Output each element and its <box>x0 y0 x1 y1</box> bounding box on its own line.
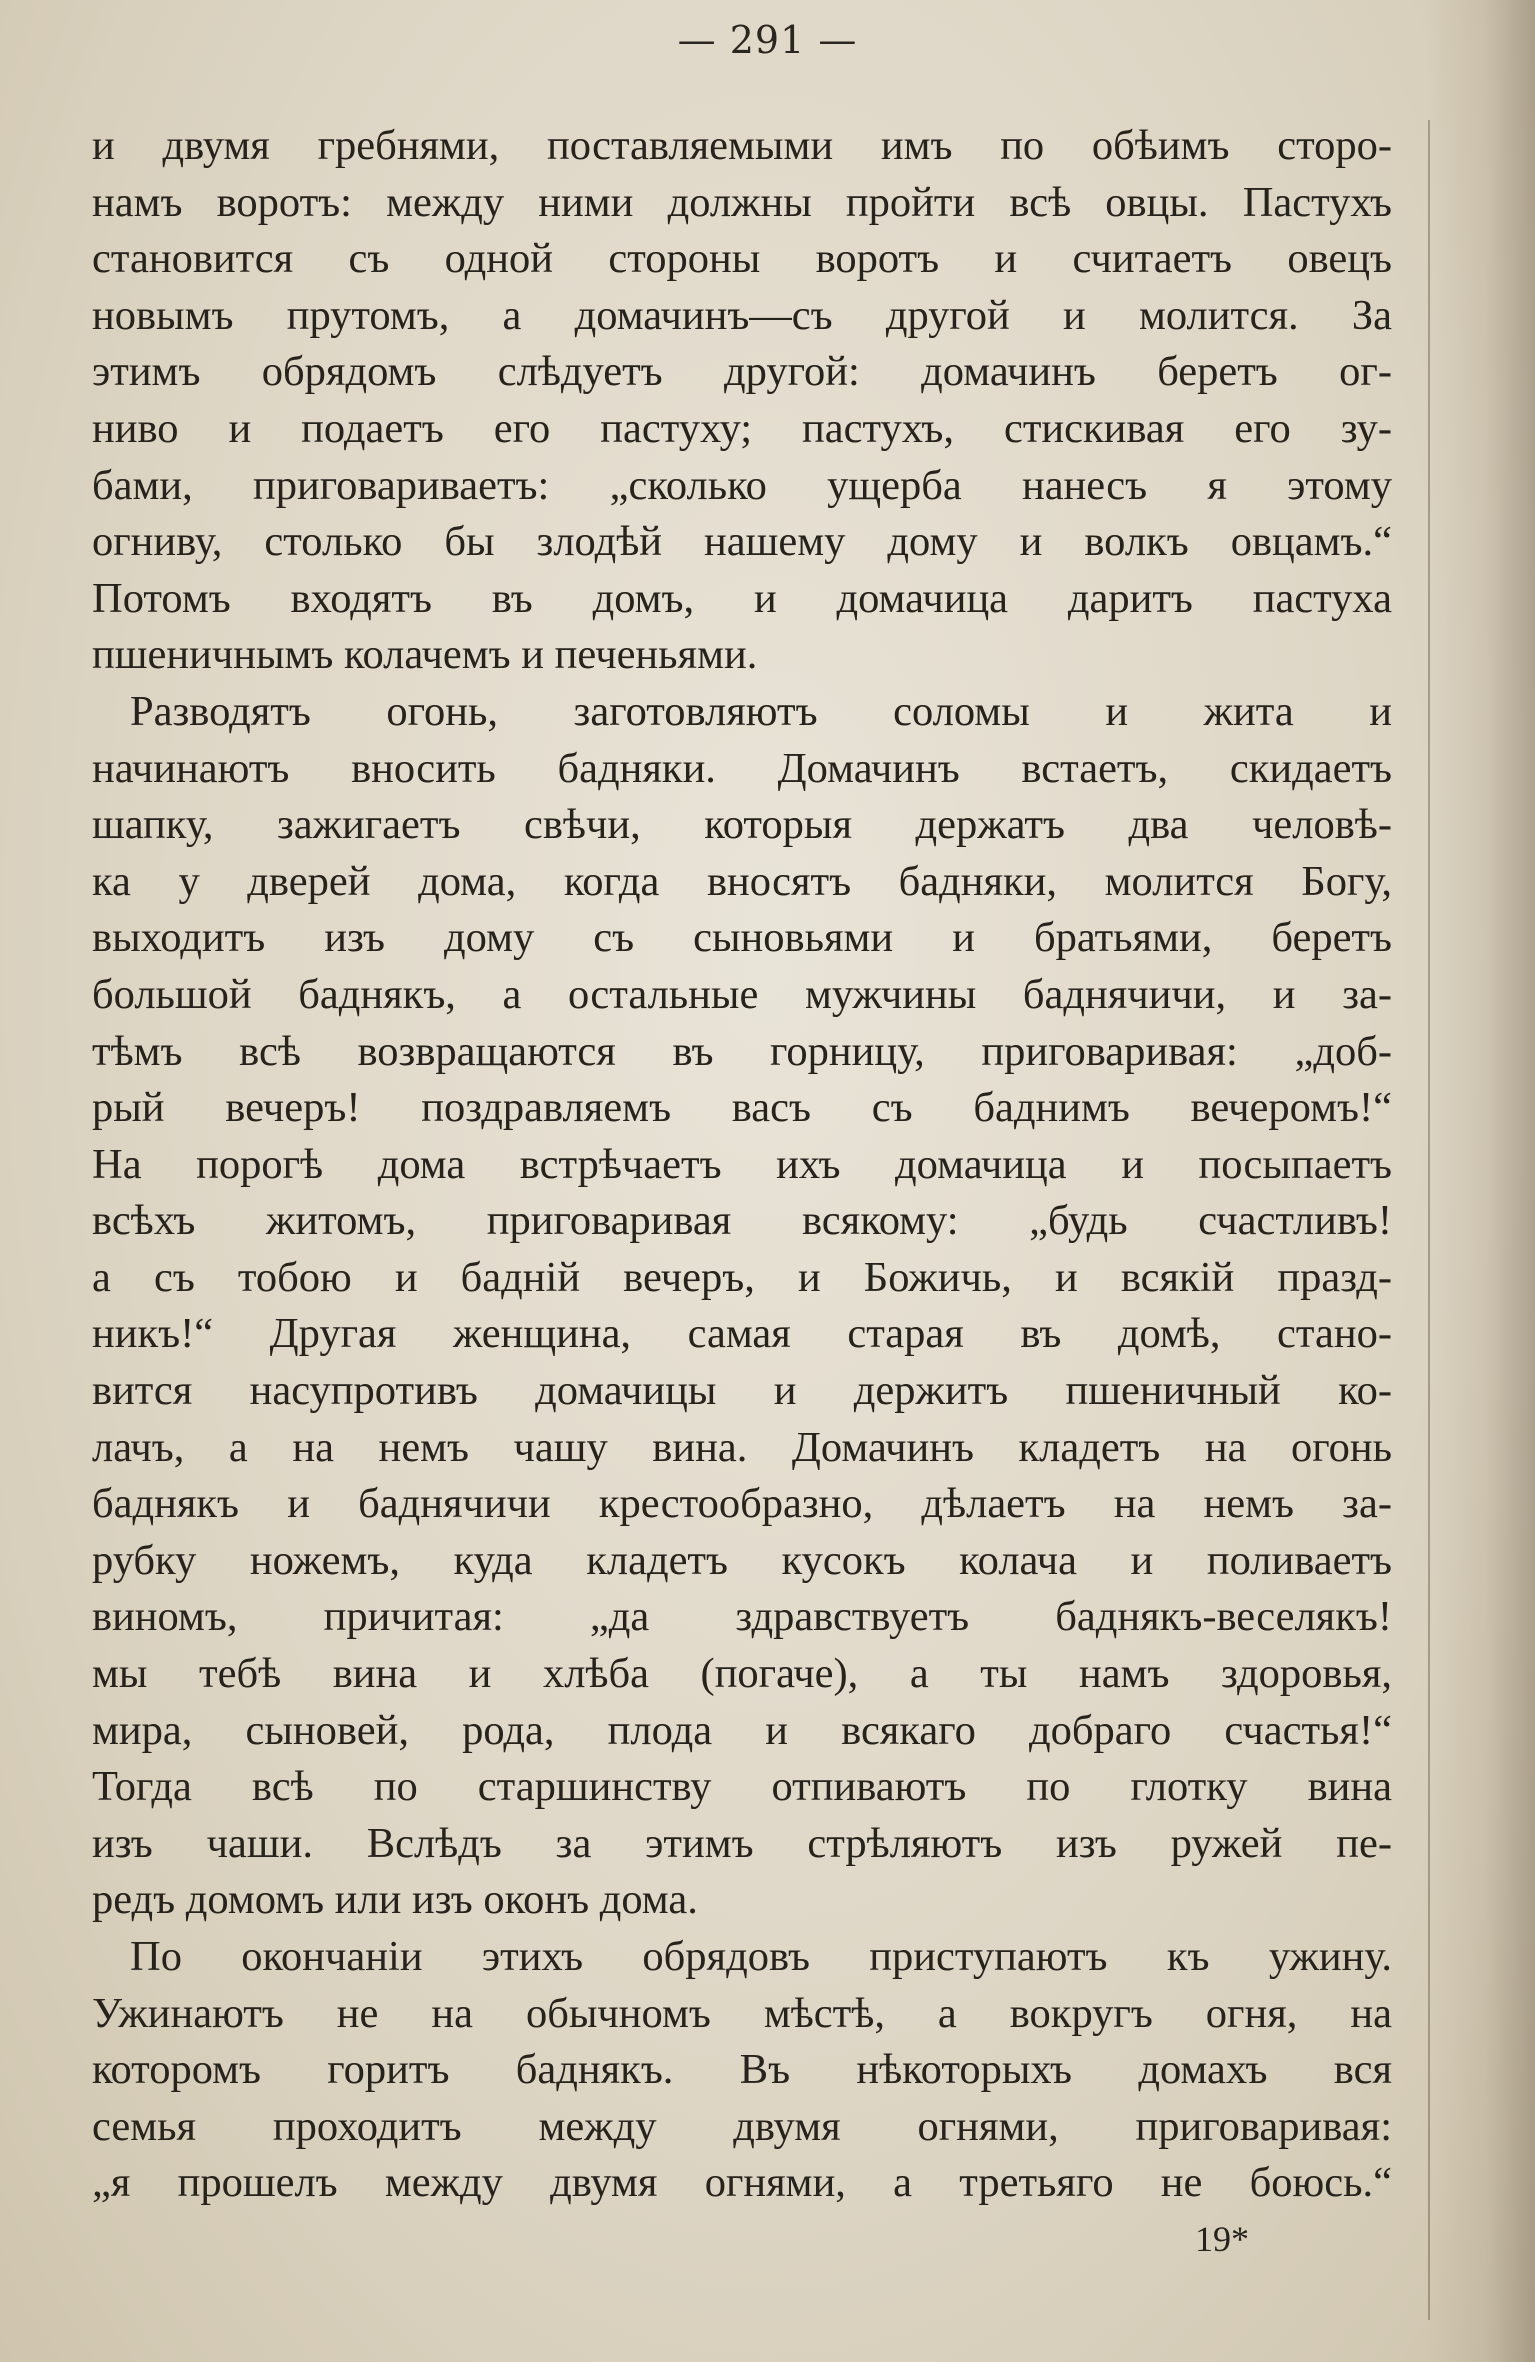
text-line: шапку, зажигаетъ свѣчи, которыя держатъ два человѣ- <box>92 801 1392 849</box>
page-number: — 291 — <box>677 18 858 62</box>
body-text <box>92 118 1392 2212</box>
text-line: По окончаніи этихъ обрядовъ приступаютъ къ ужину. <box>130 1933 1392 1980</box>
text-line: Потомъ входятъ въ домъ, и домачица даритъ пастуха <box>92 574 1392 622</box>
text-line: виномъ, причитая: „да здравствуетъ баднякъ-веселякъ! <box>92 1593 1392 1641</box>
text-line: бами, приговариваетъ: „сколько ущерба нанесъ я этому <box>92 461 1392 509</box>
text-line: На порогѣ дома встрѣчаетъ ихъ домачица и посыпаетъ <box>92 1140 1392 1188</box>
text-line: Разводятъ огонь, заготовляютъ соломы и жита и <box>130 687 1392 735</box>
page-edge-shadow <box>1425 0 1535 2362</box>
text-line: Ужинаютъ не на обычномъ мѣстѣ, а вокругъ огня, на <box>92 1989 1392 2037</box>
text-line: рубку ножемъ, куда кладетъ кусокъ колача и поливаетъ <box>92 1536 1392 1584</box>
signature-mark: 19* <box>1195 2219 1249 2259</box>
text-line: а съ тобою и бадній вечеръ, и Божичь, и всякій празд- <box>92 1253 1392 1301</box>
text-line: ниво и подаетъ его пастуху; пастухъ, стискивая его зу- <box>92 404 1392 452</box>
text-line: которомъ горитъ баднякъ. Въ нѣкоторыхъ домахъ вся <box>92 2046 1392 2094</box>
text-line: всѣхъ житомъ, приговаривая всякому: „будь счастливъ! <box>92 1197 1392 1245</box>
text-line: мы тебѣ вина и хлѣба (погаче), а ты намъ здоровья, <box>92 1650 1392 1698</box>
text-line: огниву, столько бы злодѣй нашему дому и волкъ овцамъ.“ <box>92 518 1392 566</box>
text-line: редъ домомъ или изъ оконъ дома. <box>92 1876 698 1924</box>
text-line: никъ!“ Другая женщина, самая старая въ домѣ, стано- <box>92 1310 1392 1358</box>
text-line: семья проходитъ между двумя огнями, приговаривая: <box>92 2102 1392 2150</box>
text-line: вится насупротивъ домачицы и держитъ пшеничный ко- <box>92 1367 1392 1415</box>
text-line: становится съ одной стороны воротъ и считаетъ овецъ <box>92 235 1392 283</box>
page-fold-line <box>1428 120 1430 2320</box>
text-line: пшеничнымъ колачемъ и печеньями. <box>92 631 758 679</box>
text-line: большой баднякъ, а остальные мужчины баднячичи, и за- <box>92 970 1392 1018</box>
text-line: тѣмъ всѣ возвращаются въ горницу, приговаривая: „доб- <box>92 1027 1392 1075</box>
text-line: выходитъ изъ дому съ сыновьями и братьями, беретъ <box>92 914 1392 962</box>
text-line: ка у дверей дома, когда вносятъ бадняки, молится Богу, <box>92 857 1392 905</box>
text-line: изъ чаши. Вслѣдъ за этимъ стрѣляютъ изъ ружей пе- <box>92 1819 1392 1867</box>
text-line: новымъ прутомъ, а домачинъ—съ другой и молится. За <box>92 291 1392 339</box>
text-line: баднякъ и баднячичи крестообразно, дѣлаетъ на немъ за- <box>92 1480 1392 1528</box>
text-line: Тогда всѣ по старшинству отпиваютъ по глотку вина <box>92 1763 1392 1811</box>
text-line: этимъ обрядомъ слѣдуетъ другой: домачинъ беретъ ог- <box>92 348 1392 396</box>
text-line: „я прошелъ между двумя огнями, а третьяго не боюсь.“ <box>92 2159 1392 2207</box>
text-line: и двумя гребнями, поставляемыми имъ по обѣимъ сторо- <box>92 122 1392 169</box>
text-line: намъ воротъ: между ними должны пройти всѣ овцы. Пастухъ <box>92 178 1392 226</box>
text-line: рый вечеръ! поздравляемъ васъ съ баднимъ вечеромъ!“ <box>92 1084 1392 1132</box>
text-line: лачъ, а на немъ чашу вина. Домачинъ кладетъ на огонь <box>92 1423 1392 1471</box>
text-line: начинаютъ вносить бадняки. Домачинъ встаетъ, скидаетъ <box>92 744 1392 792</box>
text-line: мира, сыновей, рода, плода и всякаго добраго счастья!“ <box>92 1706 1392 1754</box>
